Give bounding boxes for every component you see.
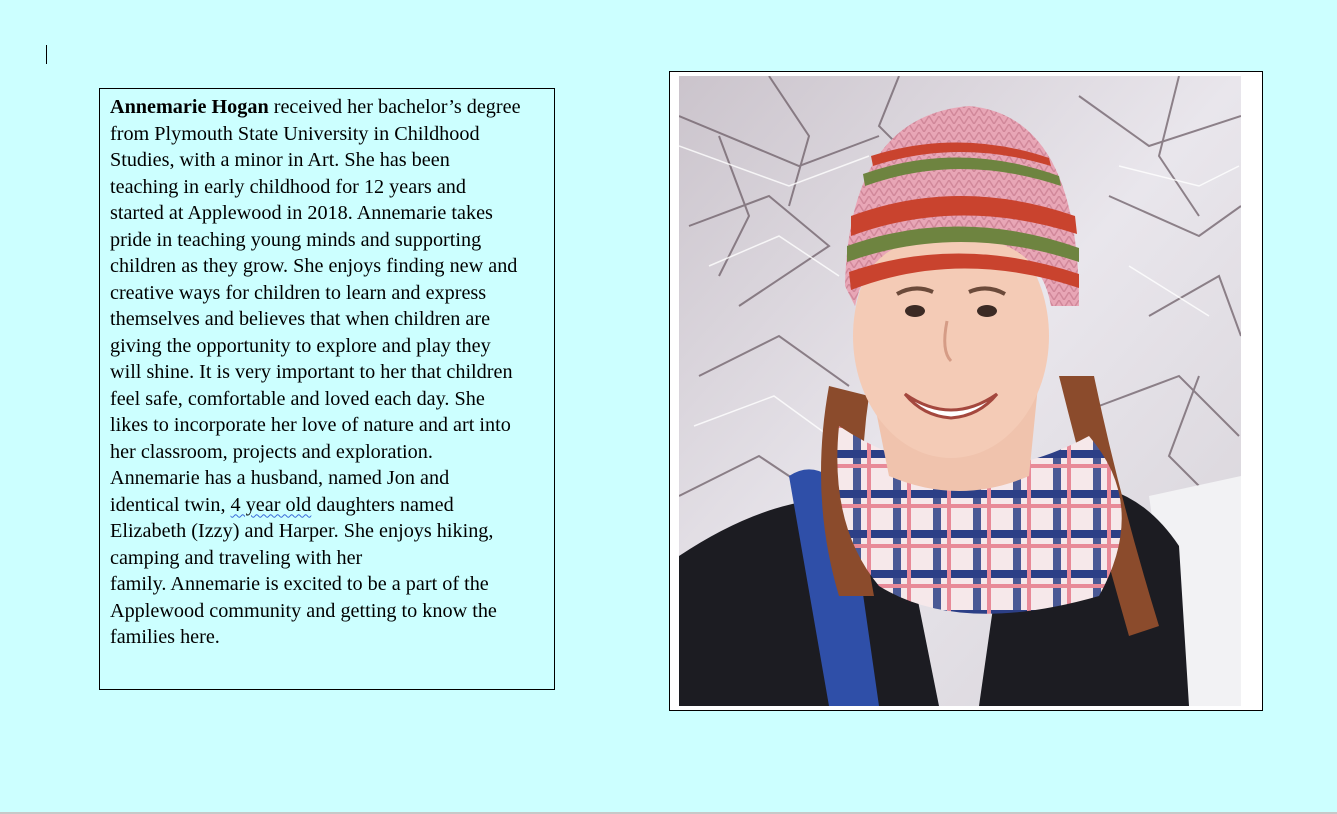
bio-line: Studies, with a minor in Art. She has been [110, 149, 450, 171]
bio-line: children as they grow. She enjoys finding new and [110, 255, 518, 277]
text-cursor [46, 45, 47, 64]
bio-line: teaching in early childhood for 12 years and [110, 175, 466, 198]
bio-line [110, 94, 550, 121]
spellcheck-flagged-phrase[interactable]: 4 year old [230, 493, 312, 516]
portrait-illustration [679, 76, 1241, 706]
bio-line-text: identical twin, [110, 493, 231, 516]
bio-line: pride in teaching young minds and supporting [110, 228, 482, 251]
bio-line: family. Annemarie is excited to be a part of the [110, 573, 489, 595]
bio-line: from Plymouth State University in Childhood [110, 122, 480, 145]
bio-line: started at Applewood in 2018. Annemarie takes [110, 202, 493, 224]
bio-line: her classroom, projects and exploration. [110, 440, 433, 463]
bio-line: Elizabeth (Izzy) and Harper. She enjoys hiking, [110, 520, 494, 542]
bio-line-text: daughters named [311, 493, 454, 516]
bio-line: themselves and believes that when children are [110, 308, 491, 330]
bio-line: creative ways for children to learn and express [110, 281, 487, 304]
bio-line: feel safe, comfortable and loved each day. She [110, 387, 485, 410]
bio-line: giving the opportunity to explore and play they [110, 334, 491, 357]
bio-line-text: received her bachelor’s degree [268, 96, 521, 118]
portrait-photo[interactable] [679, 76, 1241, 706]
bio-line: likes to incorporate her love of nature and art into [110, 414, 511, 436]
bio-line: families here. [110, 626, 220, 648]
bio-line: Applewood community and getting to know the [110, 599, 497, 622]
bio-line: camping and traveling with her [110, 546, 363, 569]
bio-line: will shine. It is very important to her that children [110, 361, 513, 383]
bio-line [110, 492, 550, 519]
bio-text-box[interactable] [99, 88, 555, 690]
bio-name: Annemarie Hogan [110, 96, 269, 118]
bio-paragraph[interactable] [110, 94, 550, 651]
bio-line: Annemarie has a husband, named Jon and [110, 467, 450, 489]
photo-frame[interactable] [669, 71, 1263, 711]
